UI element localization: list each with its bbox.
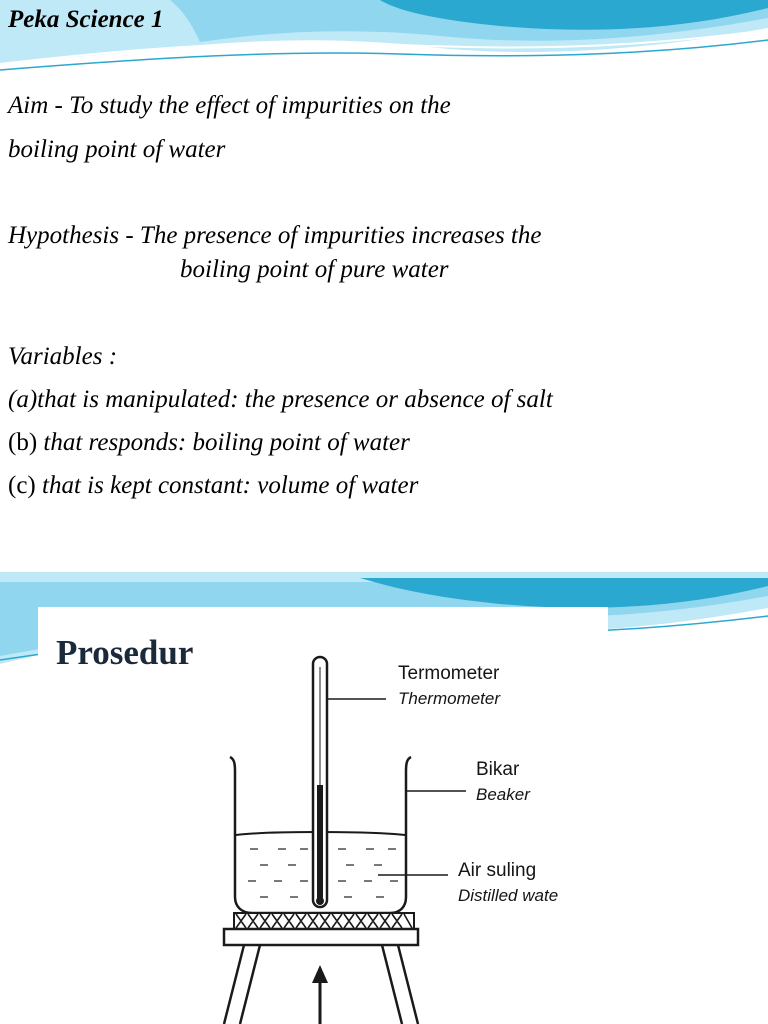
variable-b-prefix: (b) <box>8 429 38 456</box>
aim-line-2: boiling point of water <box>8 136 226 163</box>
tripod-top <box>224 929 418 945</box>
slide-procedure <box>0 572 768 1024</box>
slide-title: Peka Science 1 <box>8 6 164 33</box>
label-bikar: Bikar <box>476 759 520 780</box>
variable-c-prefix: (c) <box>8 472 36 499</box>
heat-arrowhead <box>312 965 328 983</box>
procedure-diagram-panel <box>38 607 608 1024</box>
procedure-title: Prosedur <box>56 633 194 672</box>
variable-manipulated: (a)that is manipulated: the presence or absence of salt <box>8 386 553 413</box>
hypothesis-line-1: Hypothesis - The presence of impurities increases the <box>8 222 542 249</box>
label-distilled-water: Distilled wate <box>458 886 559 905</box>
thermometer-mercury <box>317 785 323 901</box>
variable-constant <box>8 472 418 500</box>
variables-heading: Variables : <box>8 343 118 370</box>
label-beaker: Beaker <box>476 785 530 804</box>
tripod-leg-left <box>224 945 260 1024</box>
apparatus-diagram <box>38 607 608 1024</box>
variable-c-text: that is kept constant: volume of water <box>35 472 419 499</box>
variable-b-text: that responds: boiling point of water <box>37 429 410 456</box>
label-termometer: Termometer <box>398 663 500 684</box>
aim-line-1: Aim - To study the effect of impurities on the <box>8 92 451 119</box>
tripod-leg-right <box>382 945 418 1024</box>
hypothesis-line-2: boiling point of pure water <box>180 256 449 283</box>
label-air-suling: Air suling <box>458 860 537 881</box>
label-thermometer: Thermometer <box>398 689 501 708</box>
variable-responding <box>8 429 410 457</box>
